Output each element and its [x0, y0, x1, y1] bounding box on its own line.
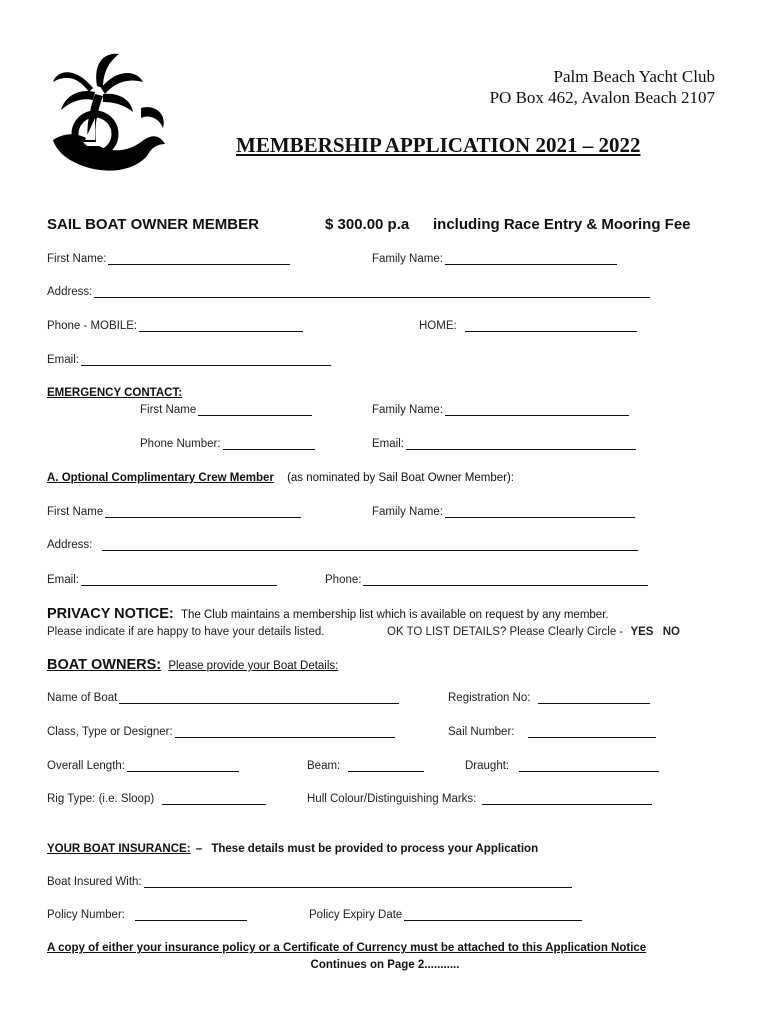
emergency-heading: EMERGENCY CONTACT:	[47, 387, 183, 399]
club-address: PO Box 462, Avalon Beach 2107	[489, 88, 715, 107]
emergency-email-label: Email:	[372, 438, 404, 450]
boat-heading: BOAT OWNERS:	[47, 657, 162, 673]
membership-price: $ 300.00 p.a	[325, 216, 410, 233]
phone-mobile-label: Phone - MOBILE:	[47, 320, 138, 332]
privacy-heading: PRIVACY NOTICE:	[47, 606, 174, 622]
club-logo-icon	[45, 48, 170, 178]
emergency-phone-label: Phone Number:	[140, 438, 221, 450]
emergency-email-field[interactable]	[406, 438, 636, 450]
privacy-question: OK TO LIST DETAILS? Please Clearly Circle -	[387, 626, 624, 638]
beam-label: Beam:	[307, 760, 341, 772]
length-field[interactable]	[127, 760, 239, 772]
insured-with-field[interactable]	[144, 876, 572, 888]
registration-label: Registration No:	[448, 692, 531, 704]
class-label: Class, Type or Designer:	[47, 726, 173, 738]
registration-field[interactable]	[538, 692, 650, 704]
privacy-no-option[interactable]: NO	[662, 626, 680, 638]
draught-field[interactable]	[519, 760, 659, 772]
privacy-instruction: Please indicate if are happy to have your details listed.	[47, 626, 325, 638]
phone-mobile-field[interactable]	[139, 320, 303, 332]
crew-address-label: Address:	[47, 539, 93, 551]
crew-family-name-label: Family Name:	[372, 506, 443, 518]
length-label: Overall Length:	[47, 760, 125, 772]
policy-number-field[interactable]	[135, 909, 247, 921]
emergency-first-name-field[interactable]	[198, 404, 312, 416]
page-title: MEMBERSHIP APPLICATION 2021 – 2022	[236, 133, 641, 157]
policy-expiry-field[interactable]	[404, 909, 582, 921]
privacy-text: The Club maintains a membership list which is available on request by any member.	[180, 609, 609, 621]
boat-subheading: Please provide your Boat Details:	[168, 660, 339, 672]
hull-label: Hull Colour/Distinguishing Marks:	[307, 793, 477, 805]
address-field[interactable]	[94, 286, 650, 298]
emergency-family-name-label: Family Name:	[372, 404, 443, 416]
rig-type-field[interactable]	[162, 793, 266, 805]
draught-label: Draught:	[465, 760, 510, 772]
crew-phone-field[interactable]	[363, 574, 648, 586]
beam-field[interactable]	[348, 760, 424, 772]
crew-family-name-field[interactable]	[445, 506, 635, 518]
privacy-yes-option[interactable]: YES	[630, 626, 654, 638]
crew-first-name-field[interactable]	[105, 506, 301, 518]
membership-type: SAIL BOAT OWNER MEMBER	[47, 216, 259, 233]
family-name-label: Family Name:	[372, 253, 443, 265]
sail-number-field[interactable]	[528, 726, 656, 738]
membership-includes: including Race Entry & Mooring Fee	[433, 216, 691, 233]
emergency-first-name-label: First Name	[140, 404, 197, 416]
emergency-phone-field[interactable]	[223, 438, 315, 450]
home-phone-label: HOME:	[419, 320, 457, 332]
crew-first-name-label: First Name	[47, 506, 104, 518]
crew-email-label: Email:	[47, 574, 79, 586]
rig-type-label: Rig Type: (i.e. Sloop)	[47, 793, 155, 805]
email-label: Email:	[47, 354, 79, 366]
class-field[interactable]	[175, 726, 395, 738]
home-phone-field[interactable]	[465, 320, 637, 332]
policy-expiry-label: Policy Expiry Date	[309, 909, 403, 921]
boat-name-field[interactable]	[119, 692, 399, 704]
boat-name-label: Name of Boat	[47, 692, 118, 704]
insured-with-label: Boat Insured With:	[47, 876, 142, 888]
policy-number-label: Policy Number:	[47, 909, 125, 921]
crew-phone-label: Phone:	[325, 574, 362, 586]
crew-address-field[interactable]	[102, 539, 638, 551]
first-name-field[interactable]	[108, 253, 290, 265]
insurance-attachment-notice: A copy of either your insurance policy or a Certificate of Currency must be attached to this Application Notice	[47, 942, 647, 954]
crew-email-field[interactable]	[81, 574, 277, 586]
address-label: Address:	[47, 286, 93, 298]
emergency-family-name-field[interactable]	[445, 404, 629, 416]
club-header	[490, 66, 715, 108]
email-field[interactable]	[81, 354, 331, 366]
first-name-label: First Name:	[47, 253, 107, 265]
crew-note: (as nominated by Sail Boat Owner Member):	[287, 472, 514, 484]
continued-notice: Continues on Page 2...........	[310, 959, 460, 971]
crew-heading: A. Optional Complimentary Crew Member	[47, 472, 274, 484]
insurance-note: These details must be provided to process your Application	[211, 843, 539, 855]
insurance-dash: –	[195, 843, 203, 855]
hull-field[interactable]	[482, 793, 652, 805]
insurance-heading: YOUR BOAT INSURANCE:	[47, 843, 191, 855]
family-name-field[interactable]	[445, 253, 617, 265]
sail-number-label: Sail Number:	[448, 726, 515, 738]
club-name: Palm Beach Yacht Club	[553, 67, 715, 86]
